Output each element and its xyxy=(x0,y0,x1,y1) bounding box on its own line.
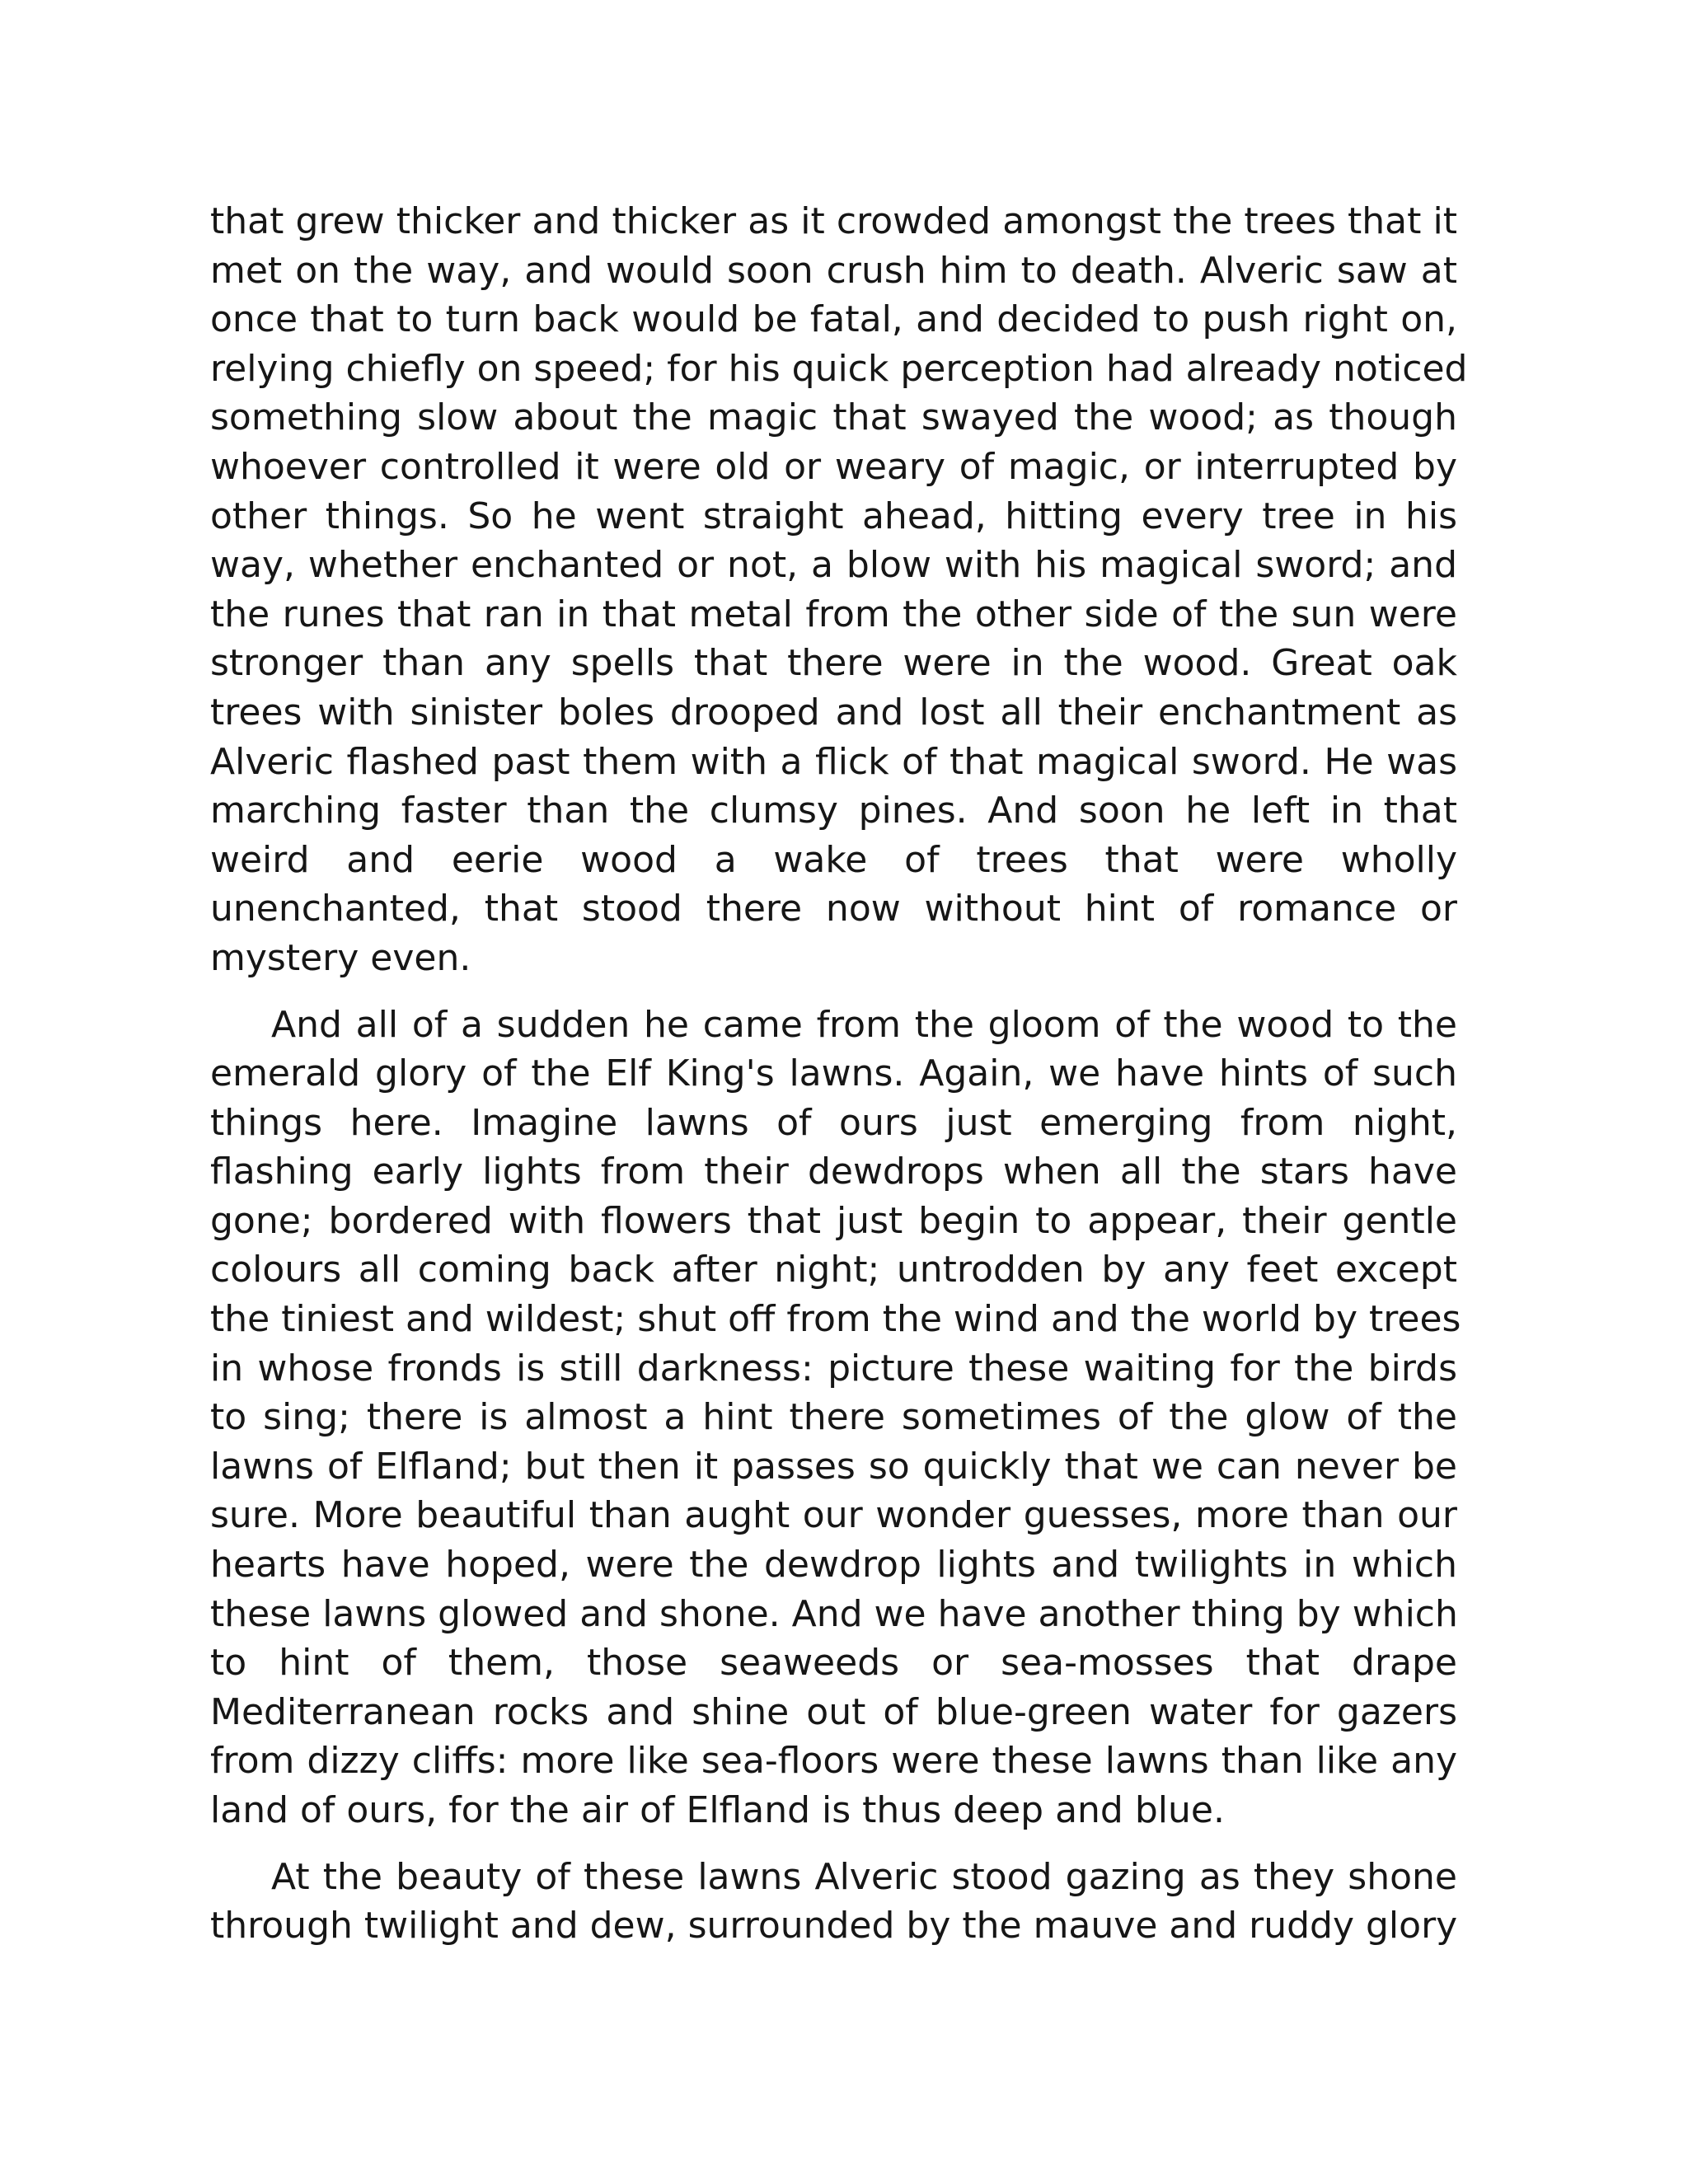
text-line: land of ours, for the air of Elfland is thus deep and blue. xyxy=(210,1789,1225,1831)
text-line: these lawns glowed and shone. And we have another thing by which xyxy=(210,1592,1458,1635)
text-line: lawns of Elfland; but then it passes so quickly that we can never be xyxy=(210,1445,1457,1488)
text-line: gone; bordered with flowers that just begin to appear, their gentle xyxy=(210,1199,1457,1242)
text-line: relying chiefly on speed; for his quick perception had already noticed xyxy=(210,347,1468,390)
page-text xyxy=(210,197,1468,1951)
text-line: through twilight and dew, surrounded by the mauve and ruddy glory xyxy=(210,1905,1458,1947)
text-line: unenchanted, that stood there now without hint of romance or xyxy=(210,888,1457,930)
paragraph-spacing xyxy=(210,983,1457,1001)
text-line: something slow about the magic that swayed the wood; as though xyxy=(210,396,1457,439)
text-line: colours all coming back after night; untrodden by any feet except xyxy=(210,1249,1457,1291)
text-line: At the beauty of these lawns Alveric stood gazing as they shone xyxy=(271,1855,1457,1898)
text-line: met on the way, and would soon crush him to death. Alveric saw at xyxy=(210,249,1457,292)
text-line: And all of a sudden he came from the gloom of the wood to the xyxy=(271,1003,1457,1046)
text-line: mystery even. xyxy=(210,936,471,979)
text-line: from dizzy cliffs: more like sea-floors were these lawns than like any xyxy=(210,1740,1457,1783)
text-line: weird and eerie wood a wake of trees that were wholly xyxy=(210,838,1457,881)
text-line: to sing; there is almost a hint there sometimes of the glow of the xyxy=(210,1396,1457,1439)
paragraph-1 xyxy=(210,197,1468,983)
paragraph-2 xyxy=(210,1001,1461,1835)
text-line: marching faster than the clumsy pines. And soon he left in that xyxy=(210,790,1457,832)
text-line: the tiniest and wildest; shut off from the wind and the world by trees xyxy=(210,1298,1461,1341)
text-line: way, whether enchanted or not, a blow with his magical sword; and xyxy=(210,544,1457,587)
text-line: whoever controlled it were old or weary of magic, or interrupted by xyxy=(210,445,1457,488)
text-line: stronger than any spells that there were in the wood. Great oak xyxy=(210,642,1457,685)
text-line: that grew thicker and thicker as it crowded amongst the trees that it xyxy=(210,200,1457,242)
text-line: things here. Imagine lawns of ours just emerging from night, xyxy=(210,1101,1457,1144)
text-line: in whose fronds is still darkness: picture these waiting for the birds xyxy=(210,1347,1457,1390)
text-line: sure. More beautiful than aught our wonder guesses, more than our xyxy=(210,1494,1457,1537)
paragraph-3 xyxy=(210,1853,1457,1951)
text-line: trees with sinister boles drooped and lost all their enchantment as xyxy=(210,691,1457,733)
text-line: to hint of them, those seaweeds or sea-mosses that drape xyxy=(210,1642,1457,1685)
text-line: other things. So he went straight ahead, hitting every tree in his xyxy=(210,494,1457,537)
text-line: Alveric flashed past them with a flick of that magical sword. He was xyxy=(210,740,1457,783)
text-line: hearts have hoped, were the dewdrop lights and twilights in which xyxy=(210,1544,1457,1586)
paragraph-spacing xyxy=(210,1835,1457,1853)
text-line: the runes that ran in that metal from the other side of the sun were xyxy=(210,593,1457,635)
text-line: flashing early lights from their dewdrops when all the stars have xyxy=(210,1151,1457,1193)
text-line: emerald glory of the Elf King's lawns. Again, we have hints of such xyxy=(210,1052,1457,1095)
text-line: once that to turn back would be fatal, and decided to push right on, xyxy=(210,298,1457,341)
text-line: Mediterranean rocks and shine out of blue-green water for gazers xyxy=(210,1690,1457,1733)
